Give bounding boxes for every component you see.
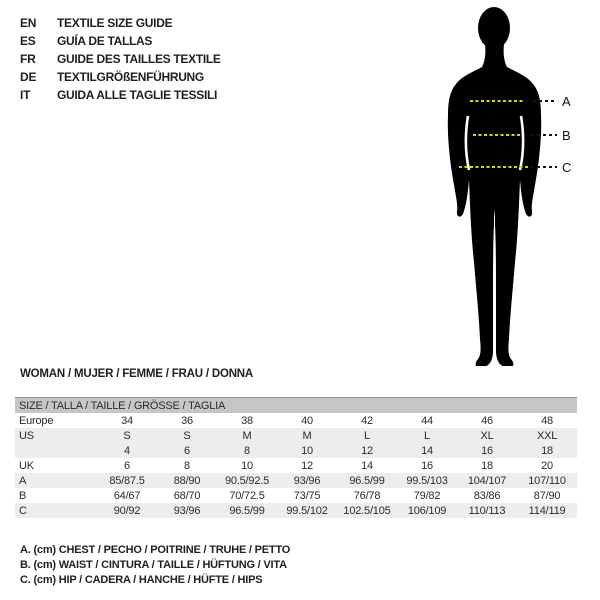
table-row-europe (15, 413, 577, 428)
table-cell: 6 (124, 459, 130, 472)
table-cell: 106/109 (397, 503, 457, 518)
table-cell: 14 (361, 459, 373, 472)
language-title: TEXTILE SIZE GUIDE (57, 16, 173, 30)
table-cell: 8 (184, 459, 190, 472)
table-cell: 34 (121, 414, 133, 427)
language-title-block (20, 14, 221, 104)
table-row-chest-a (15, 473, 577, 488)
table-cell: 64/67 (113, 489, 141, 502)
table-cell: 107/110 (517, 473, 577, 488)
language-row-es (20, 32, 221, 50)
marker-letter-b: B (562, 128, 571, 143)
table-cell: 44 (421, 414, 433, 427)
measurement-legend (20, 543, 290, 588)
table-cell: S (97, 428, 157, 443)
table-cell: 68/70 (173, 489, 201, 502)
row-label: UK (19, 459, 34, 472)
body-silhouette-figure (423, 4, 573, 366)
language-title: GUIDE DES TAILLES TEXTILE (57, 52, 221, 66)
table-cell: 42 (361, 414, 373, 427)
table-cell: 83/86 (473, 489, 501, 502)
table-cell: 90.5/92.5 (217, 473, 277, 488)
table-cell: 102.5/105 (337, 503, 397, 518)
table-cell: XXL (517, 428, 577, 443)
table-cell: 36 (181, 414, 193, 427)
size-table (15, 397, 577, 518)
table-cell: 12 (337, 443, 397, 458)
marker-letter-a: A (562, 94, 571, 109)
table-cell: L (397, 428, 457, 443)
table-cell: 96.5/99 (337, 473, 397, 488)
table-row-waist-b (15, 488, 577, 503)
table-cell: 104/107 (457, 473, 517, 488)
legend-line-chest: A. (cm) CHEST / PECHO / POITRINE / TRUHE / PETTO (20, 544, 291, 556)
table-cell: 93/96 (157, 503, 217, 518)
table-cell: 10 (277, 443, 337, 458)
table-cell: M (277, 428, 337, 443)
table-cell: 70/72.5 (229, 489, 265, 502)
table-cell: XL (457, 428, 517, 443)
row-label: Europe (19, 414, 54, 427)
table-cell: 8 (217, 443, 277, 458)
row-label: US (15, 428, 97, 443)
table-cell: 10 (241, 459, 253, 472)
table-cell: 85/87.5 (97, 473, 157, 488)
marker-letter-c: C (562, 160, 572, 175)
table-cell: S (157, 428, 217, 443)
section-title-woman: WOMAN / MUJER / FEMME / FRAU / DONNA (20, 368, 254, 380)
table-cell: 79/82 (413, 489, 441, 502)
table-cell: 114/119 (517, 503, 577, 518)
language-code: EN (20, 16, 37, 30)
table-cell: 73/75 (293, 489, 321, 502)
table-row-us-numeric (15, 443, 577, 458)
table-row-uk (15, 458, 577, 473)
table-cell: 12 (301, 459, 313, 472)
language-code: ES (20, 34, 36, 48)
language-row-it (20, 86, 221, 104)
table-cell: 48 (541, 414, 553, 427)
language-code: DE (20, 70, 37, 84)
table-cell: 46 (481, 414, 493, 427)
table-cell: 96.5/99 (217, 503, 277, 518)
table-cell: 40 (301, 414, 313, 427)
table-row-hip-c (15, 503, 577, 518)
table-cell: 18 (481, 459, 493, 472)
table-cell: 4 (97, 443, 157, 458)
language-title: TEXTILGRÖßENFÜHRUNG (57, 70, 204, 84)
table-cell: 87/90 (533, 489, 561, 502)
table-cell: 16 (421, 459, 433, 472)
row-label (15, 443, 97, 458)
table-header-row (15, 398, 577, 414)
legend-line-hip: C. (cm) HIP / CADERA / HANCHE / HÜFTE / HIPS (20, 574, 263, 586)
language-title: GUÍA DE TALLAS (57, 34, 153, 48)
language-row-de (20, 68, 221, 86)
table-cell: 14 (397, 443, 457, 458)
row-label: C (15, 503, 97, 518)
table-cell: L (337, 428, 397, 443)
legend-line-waist: B. (cm) WAIST / CINTURA / TAILLE / HÜFTUNG / VITA (20, 559, 287, 571)
language-code: FR (20, 52, 36, 66)
table-cell: 16 (457, 443, 517, 458)
woman-silhouette-icon (423, 4, 573, 366)
table-row-us (15, 428, 577, 443)
row-label: A (15, 473, 97, 488)
table-cell: 88/90 (157, 473, 217, 488)
row-label: B (19, 489, 27, 502)
table-cell: 6 (157, 443, 217, 458)
table-cell: 18 (517, 443, 577, 458)
table-cell: 76/78 (353, 489, 381, 502)
table-cell: 99.5/103 (397, 473, 457, 488)
table-cell: M (217, 428, 277, 443)
table-cell: 90/92 (97, 503, 157, 518)
language-row-fr (20, 50, 221, 68)
table-cell: 93/96 (277, 473, 337, 488)
table-cell: 99.5/102 (277, 503, 337, 518)
table-cell: 110/113 (457, 503, 517, 518)
language-title: GUIDA ALLE TAGLIE TESSILI (57, 88, 218, 102)
language-row-en (20, 14, 221, 32)
table-header-label: SIZE / TALLA / TAILLE / GRÖSSE / TAGLIA (15, 398, 577, 414)
table-cell: 20 (541, 459, 553, 472)
language-code: IT (20, 88, 31, 102)
table-cell: 38 (241, 414, 253, 427)
